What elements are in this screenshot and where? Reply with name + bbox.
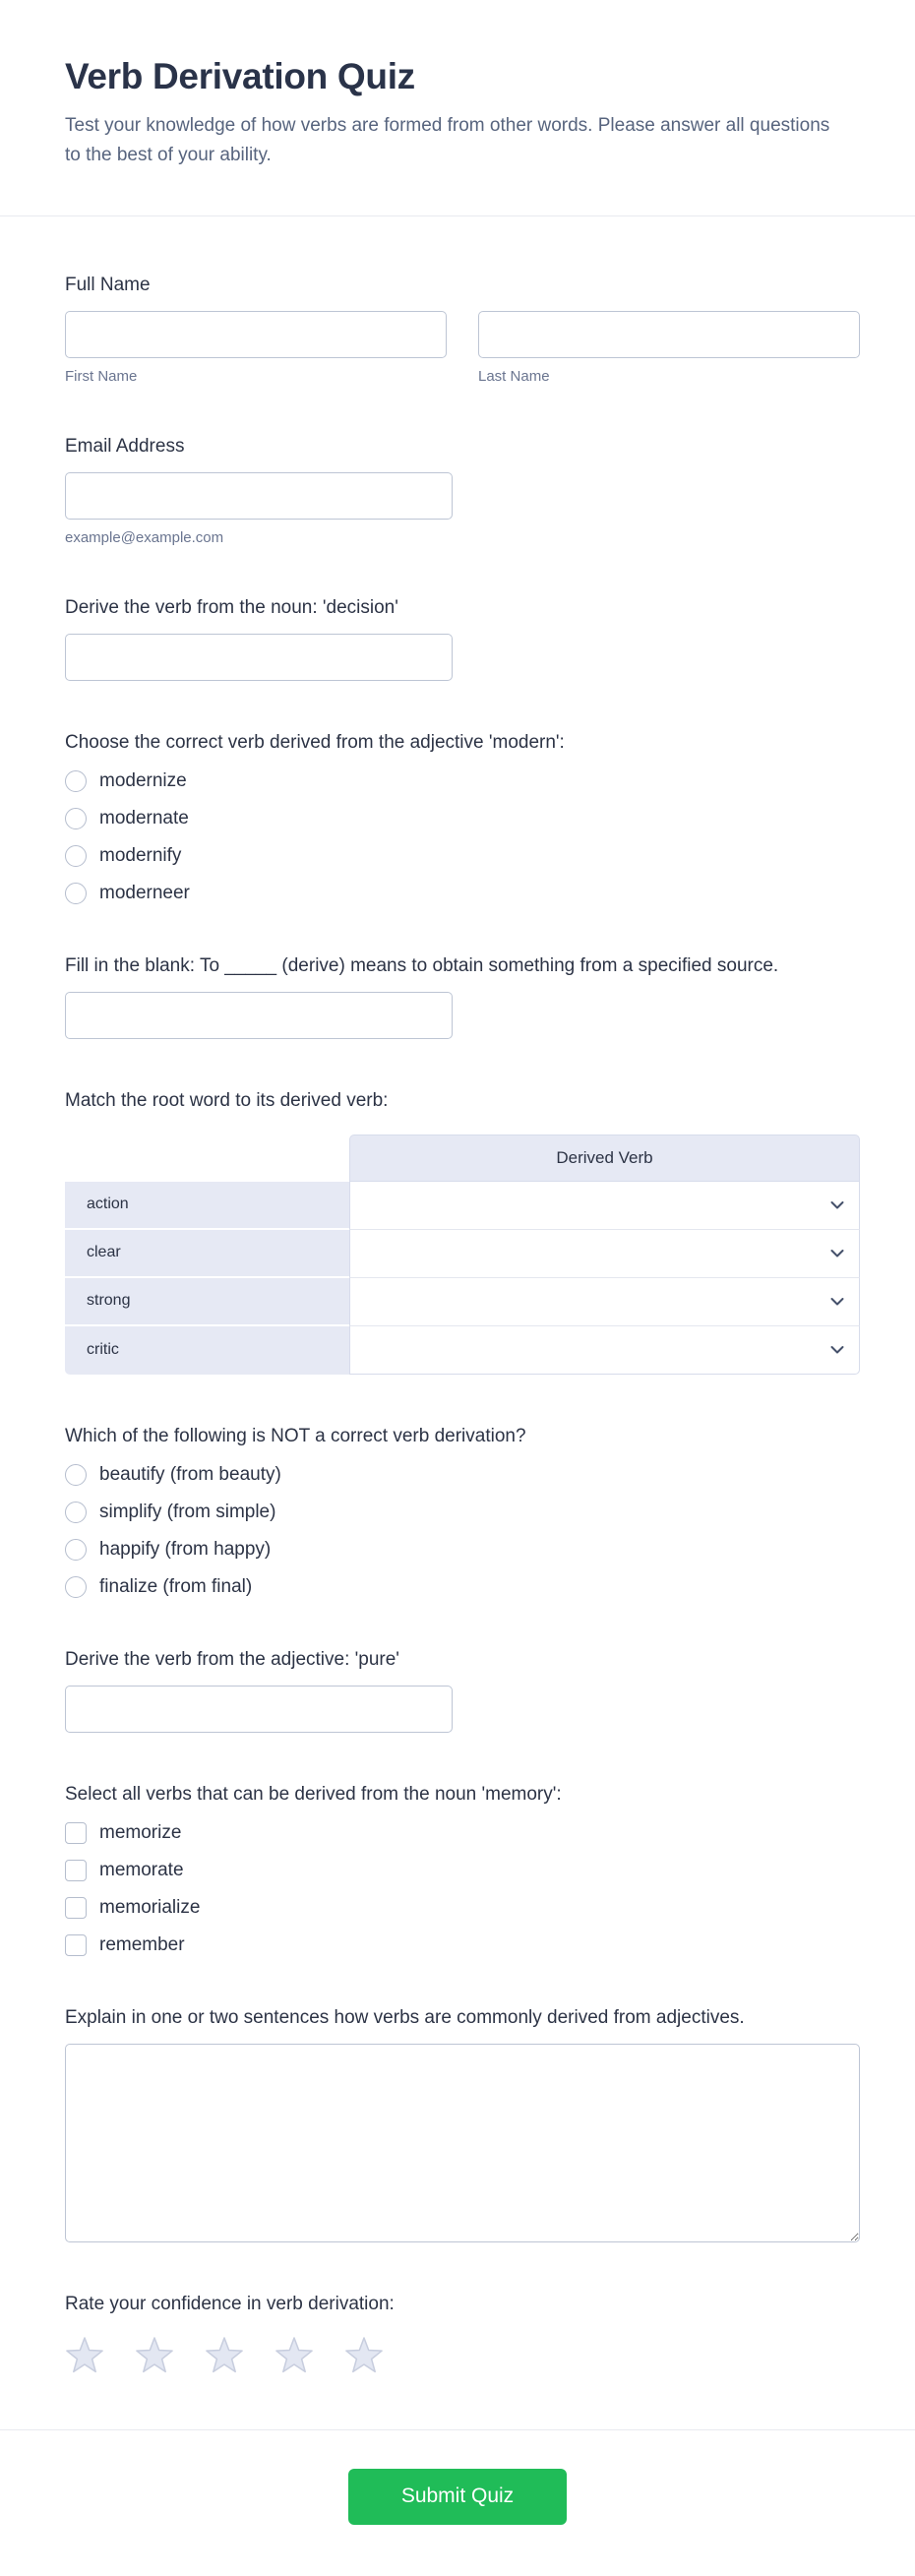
- derived-verb-select-strong[interactable]: [349, 1278, 860, 1326]
- email-input[interactable]: [65, 472, 453, 520]
- submit-button[interactable]: Submit Quiz: [348, 2469, 567, 2525]
- question-label: Email Address: [65, 435, 185, 457]
- radio-icon[interactable]: [65, 845, 87, 867]
- question-label: Choose the correct verb derived from the adjective 'modern':: [65, 731, 565, 753]
- matrix-column-header: Derived Verb: [349, 1135, 860, 1182]
- star-icon[interactable]: [274, 2336, 314, 2373]
- question-explain: [65, 2004, 860, 2242]
- question-label: Full Name: [65, 274, 151, 295]
- checkbox-option-label[interactable]: remember: [99, 1933, 185, 1955]
- star-icon[interactable]: [135, 2336, 174, 2373]
- radio-icon[interactable]: [65, 808, 87, 829]
- submit-section: [0, 2429, 915, 2576]
- matrix-row: [65, 1182, 860, 1230]
- checkbox-option[interactable]: [65, 1897, 200, 1919]
- matrix-row: [65, 1326, 860, 1375]
- radio-option-label[interactable]: beautify (from beauty): [99, 1463, 281, 1485]
- radio-option[interactable]: [65, 1539, 271, 1561]
- question-modern: [65, 729, 860, 904]
- chevron-down-icon: [830, 1297, 844, 1306]
- radio-option-label[interactable]: happify (from happy): [99, 1538, 272, 1560]
- question-label: Derive the verb from the adjective: 'pure': [65, 1648, 399, 1670]
- email-hint: example@example.com: [65, 528, 224, 546]
- radio-group-modern: [65, 770, 860, 904]
- name-row: [65, 311, 860, 385]
- question-memory: [65, 1781, 860, 1956]
- radio-option-label[interactable]: modernize: [99, 769, 187, 791]
- radio-icon[interactable]: [65, 1576, 87, 1598]
- radio-option[interactable]: [65, 845, 181, 867]
- first-name-input[interactable]: [65, 311, 447, 358]
- matrix-row-label: strong: [65, 1278, 349, 1326]
- question-derive-noun: [65, 594, 860, 681]
- star-icon[interactable]: [344, 2336, 384, 2373]
- matrix-header-row: [65, 1135, 860, 1182]
- matrix-row-label: clear: [65, 1230, 349, 1278]
- last-name-input[interactable]: [478, 311, 860, 358]
- derive-noun-input[interactable]: [65, 634, 453, 681]
- radio-option-label[interactable]: modernify: [99, 844, 182, 866]
- form-header: [0, 0, 915, 170]
- checkbox-icon[interactable]: [65, 1860, 87, 1881]
- checkbox-option-label[interactable]: memorialize: [99, 1896, 201, 1918]
- question-derive-adjective: [65, 1646, 860, 1733]
- last-name-sublabel: Last Name: [478, 367, 550, 385]
- radio-option-label[interactable]: moderneer: [99, 882, 190, 903]
- derived-verb-select-action[interactable]: [349, 1182, 860, 1230]
- question-label: Select all verbs that can be derived from the noun 'memory':: [65, 1783, 562, 1805]
- radio-icon[interactable]: [65, 883, 87, 904]
- question-label: Explain in one or two sentences how verbs are commonly derived from adjectives.: [65, 2006, 745, 2028]
- radio-option[interactable]: [65, 883, 190, 904]
- matrix-row: [65, 1278, 860, 1326]
- checkbox-icon[interactable]: [65, 1822, 87, 1844]
- derived-verb-select-critic[interactable]: [349, 1326, 860, 1375]
- checkbox-icon[interactable]: [65, 1934, 87, 1956]
- derived-verb-select-clear[interactable]: [349, 1230, 860, 1278]
- radio-icon[interactable]: [65, 1502, 87, 1523]
- matrix-row-label: action: [65, 1182, 349, 1230]
- radio-option[interactable]: [65, 808, 189, 829]
- radio-option-label[interactable]: finalize (from final): [99, 1575, 253, 1597]
- page-subtitle: Test your knowledge of how verbs are formed from other words. Please answer all questions to the best of your ability.: [65, 114, 830, 165]
- radio-option-label[interactable]: simplify (from simple): [99, 1501, 276, 1522]
- checkbox-option[interactable]: [65, 1822, 181, 1844]
- matrix-table: [65, 1135, 860, 1375]
- matrix-row: [65, 1230, 860, 1278]
- matrix-corner-cell: [65, 1135, 349, 1182]
- explain-textarea[interactable]: [65, 2044, 860, 2242]
- question-label: Rate your confidence in verb derivation:: [65, 2293, 395, 2314]
- checkbox-option-label[interactable]: memorize: [99, 1821, 182, 1843]
- chevron-down-icon: [830, 1249, 844, 1257]
- question-label: Match the root word to its derived verb:: [65, 1089, 389, 1111]
- radio-option[interactable]: [65, 1502, 275, 1523]
- derive-adjective-input[interactable]: [65, 1686, 453, 1733]
- checkbox-option[interactable]: [65, 1934, 185, 1956]
- matrix-row-label: critic: [65, 1326, 349, 1375]
- star-rating: [65, 2336, 860, 2373]
- first-name-field: [65, 311, 447, 385]
- radio-group-not-correct: [65, 1464, 860, 1598]
- last-name-field: [478, 311, 860, 385]
- checkbox-group-memory: [65, 1822, 860, 1956]
- radio-icon[interactable]: [65, 1464, 87, 1486]
- radio-option-label[interactable]: modernate: [99, 807, 189, 828]
- question-not-correct: [65, 1423, 860, 1598]
- checkbox-icon[interactable]: [65, 1897, 87, 1919]
- star-icon[interactable]: [65, 2336, 104, 2373]
- page-title: Verb Derivation Quiz: [65, 56, 415, 96]
- first-name-sublabel: First Name: [65, 367, 138, 385]
- question-full-name: [65, 272, 860, 385]
- question-match-matrix: [65, 1087, 860, 1375]
- radio-option[interactable]: [65, 1464, 281, 1486]
- chevron-down-icon: [830, 1345, 844, 1354]
- star-icon[interactable]: [205, 2336, 244, 2373]
- question-email: [65, 433, 860, 546]
- chevron-down-icon: [830, 1200, 844, 1209]
- question-label: Which of the following is NOT a correct verb derivation?: [65, 1425, 526, 1446]
- question-fill-blank: [65, 952, 860, 1039]
- question-label: Derive the verb from the noun: 'decision': [65, 596, 398, 618]
- radio-option[interactable]: [65, 1576, 252, 1598]
- question-confidence: [65, 2291, 860, 2373]
- fill-blank-input[interactable]: [65, 992, 453, 1039]
- checkbox-option-label[interactable]: memorate: [99, 1859, 184, 1880]
- radio-icon[interactable]: [65, 1539, 87, 1561]
- checkbox-option[interactable]: [65, 1860, 184, 1881]
- radio-option[interactable]: [65, 770, 187, 792]
- question-label: Fill in the blank: To _____ (derive) means to obtain something from a specified source.: [65, 954, 779, 976]
- form-body: [0, 216, 915, 2429]
- radio-icon[interactable]: [65, 770, 87, 792]
